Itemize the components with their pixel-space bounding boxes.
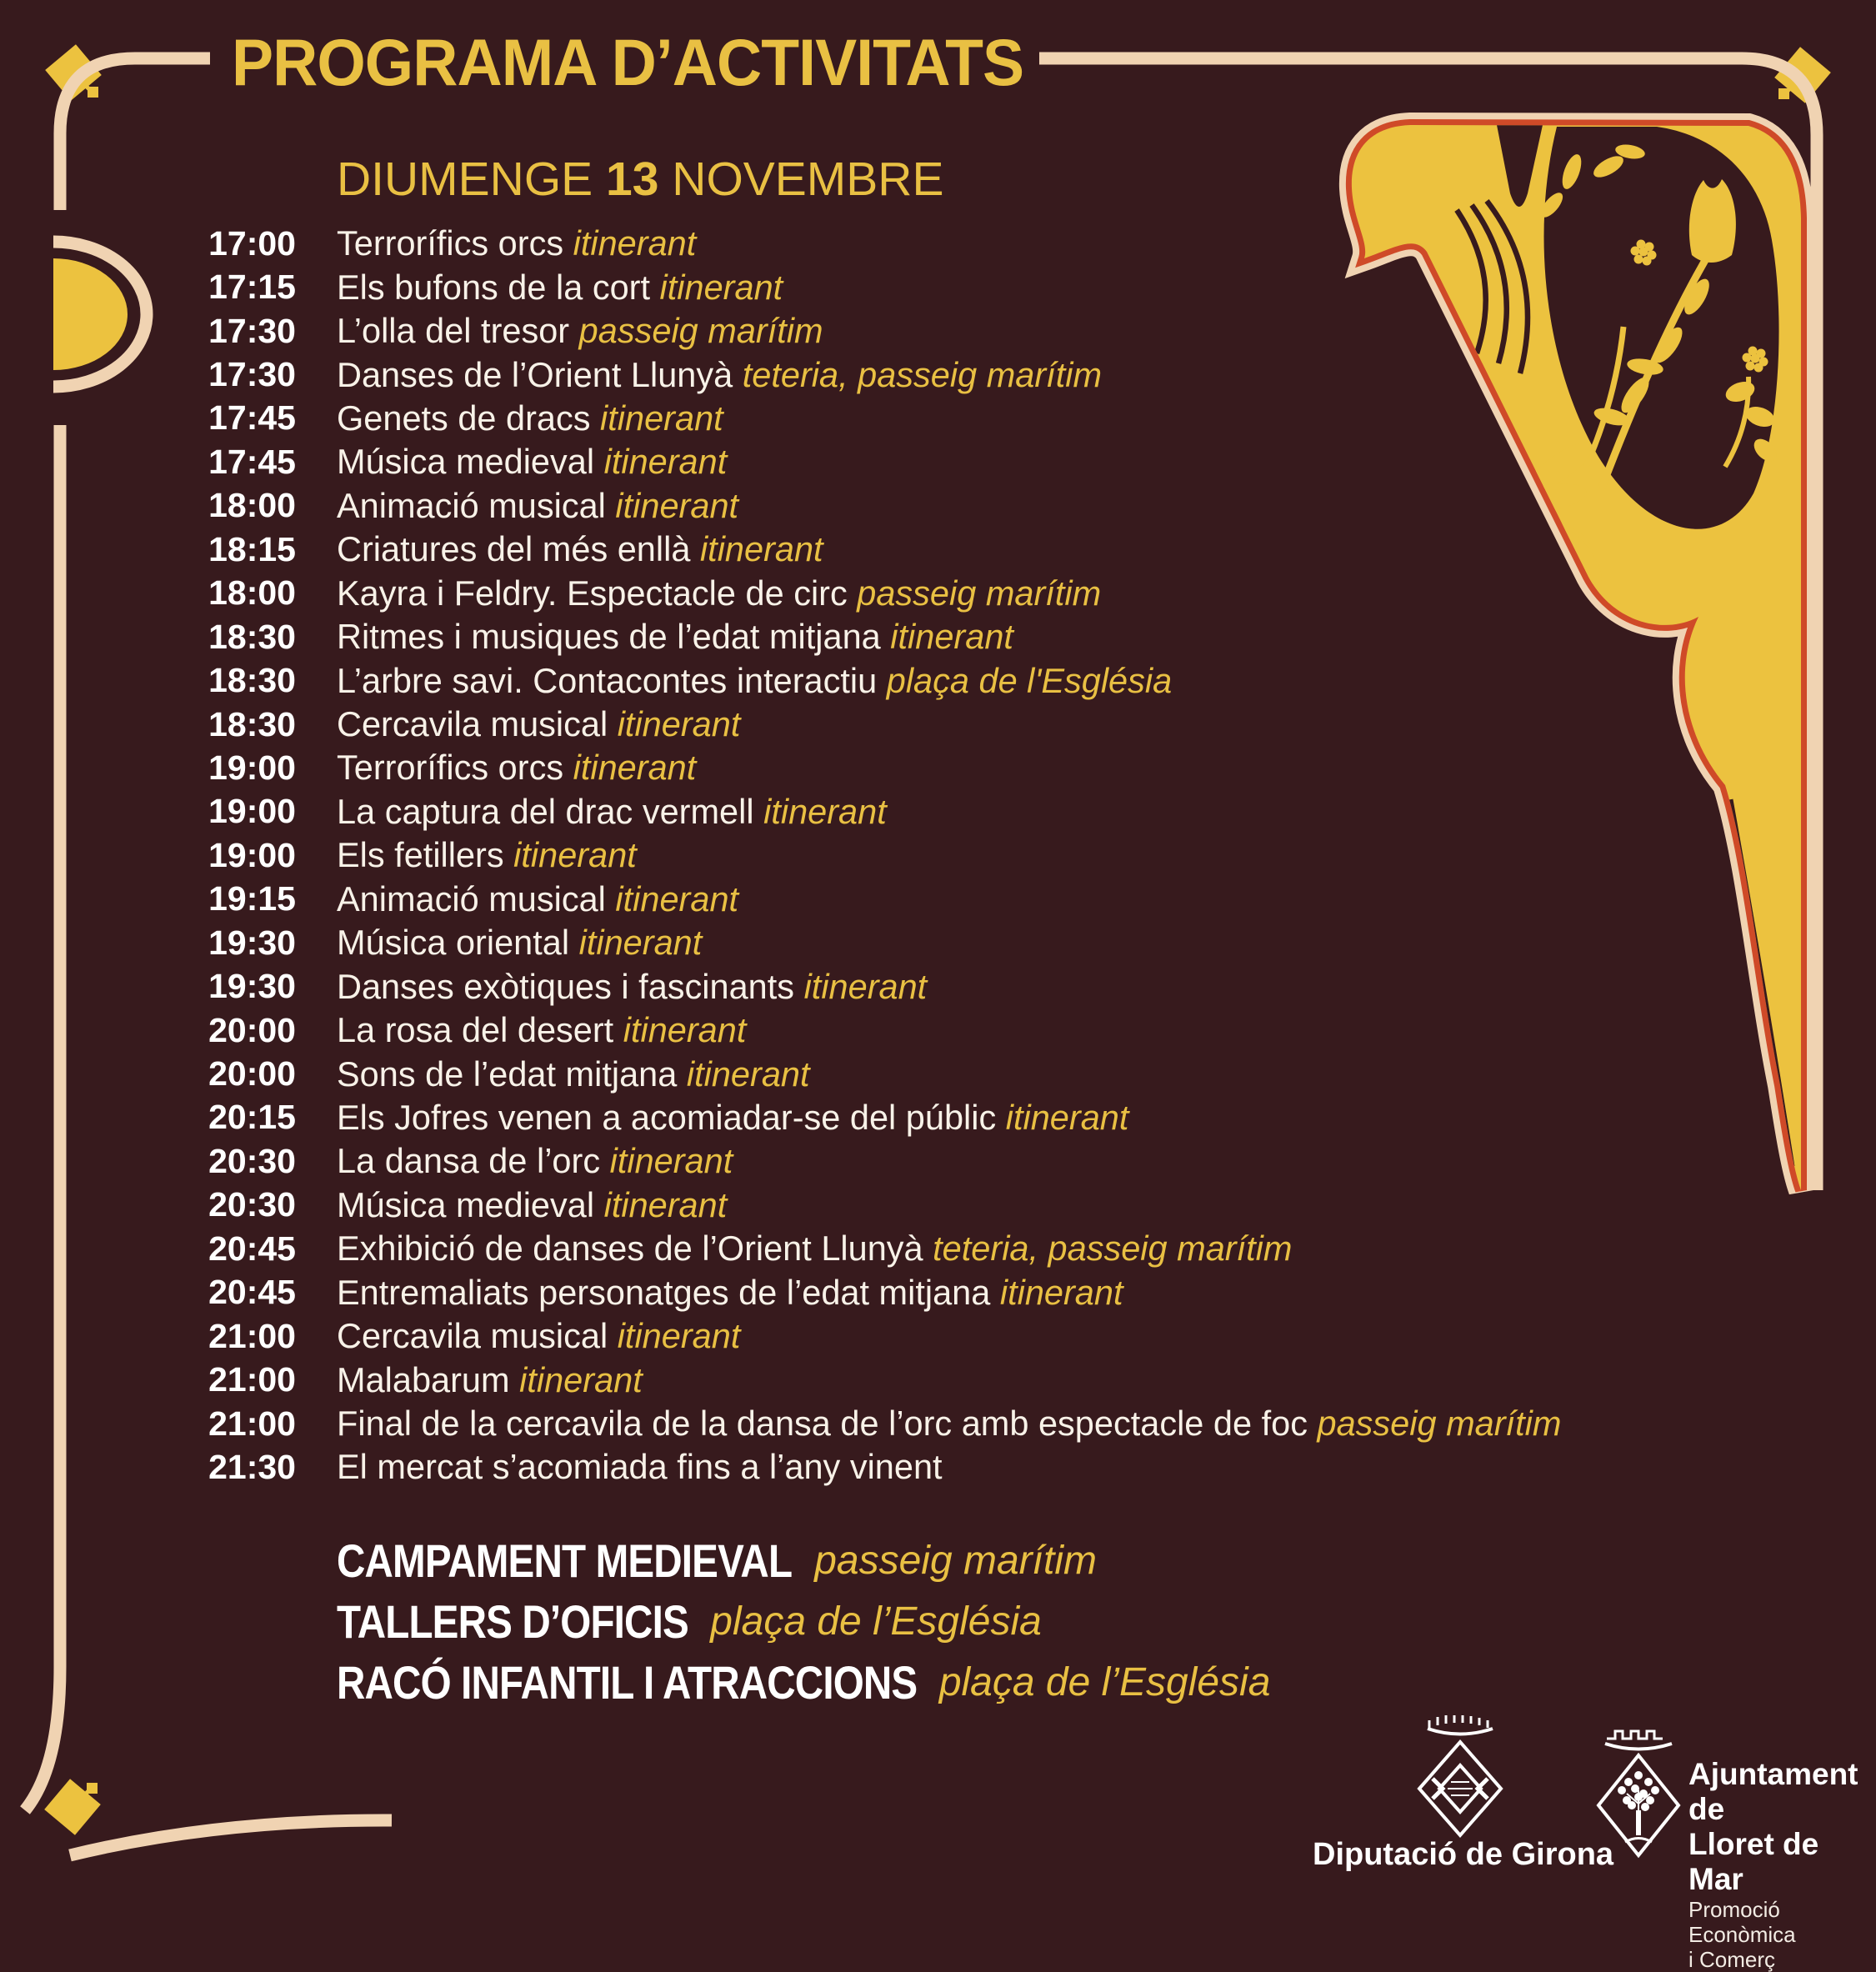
event-location: itinerant [686,1054,810,1094]
schedule-time: 20:00 [208,1010,296,1049]
schedule-row [0,309,1500,353]
schedule-event [337,1098,1128,1138]
schedule-row [0,615,1500,658]
event-name: Animació musical [337,878,616,918]
event-name: Terrorífics orcs [337,748,573,788]
schedule-event [337,1316,740,1356]
schedule-event [337,486,738,526]
event-location: itinerant [890,617,1013,657]
lloret-line4: i Comerç [1688,1947,1776,1972]
schedule-row [0,484,1500,528]
schedule-time: 20:45 [208,1273,296,1312]
event-location: itinerant [615,878,739,918]
event-location: itinerant [617,1316,741,1356]
section-title: TALLERS D’OFICIS [337,1595,688,1648]
event-location: itinerant [600,398,723,438]
event-location: passeig marítim [857,573,1102,613]
event-location: itinerant [699,529,823,569]
corner-diamond-bottom-left [44,1779,101,1835]
schedule-row [0,833,1500,877]
event-location: itinerant [659,267,783,307]
schedule-event [337,398,723,438]
date-suffix: NOVEMBRE [658,153,944,206]
section-location: plaça de l’Església [917,1660,1271,1704]
event-name: La dansa de l’orc [337,1141,610,1181]
page-title: PROGRAMA D’ACTIVITATS [232,25,1024,99]
event-location: itinerant [1005,1097,1129,1137]
event-location: teteria, passeig marítim [742,354,1103,394]
schedule-event [337,704,740,744]
schedule-row [0,440,1500,483]
schedule-row [0,397,1500,440]
schedule-event [337,268,783,308]
event-name: Exhibició de danses de l’Orient Llunyà [337,1229,933,1269]
schedule-event [337,223,696,263]
schedule-time: 21:00 [208,1316,296,1355]
schedule-event [337,792,887,832]
schedule-row [0,1009,1500,1052]
event-name: Entremaliats personatges de l’edat mitjana [337,1272,1000,1312]
schedule-time: 18:00 [208,486,296,525]
schedule-event [337,748,696,788]
schedule-time: 21:30 [208,1447,296,1486]
schedule-event [337,1404,1561,1444]
schedule-time: 19:15 [208,879,296,918]
section-row [337,1530,1270,1591]
event-name: L’olla del tresor [337,311,579,351]
schedule-row [0,1227,1500,1270]
schedule-time: 20:30 [208,1185,296,1224]
schedule-row [0,1314,1500,1358]
schedule-event [337,1229,1292,1269]
schedule-event [337,1010,746,1050]
schedule-row [0,1358,1500,1401]
section-title: CAMPAMENT MEDIEVAL [337,1534,793,1587]
schedule-row [0,921,1500,964]
schedule-row [0,1139,1500,1183]
event-location: itinerant [763,791,887,831]
event-name: Sons de l’edat mitjana [337,1054,687,1094]
schedule-row [0,878,1500,921]
event-name: Música medieval [337,442,604,482]
event-name: Malabarum [337,1359,520,1399]
event-location: itinerant [573,748,697,788]
schedule-event [337,835,637,875]
schedule-row [0,703,1500,746]
event-name: Música medieval [337,1184,604,1224]
event-name: Els Jofres venen a acomiadar-se del públic [337,1097,1006,1137]
event-location: itinerant [573,223,697,263]
schedule-row [0,353,1500,396]
event-location: passeig marítim [1317,1404,1562,1444]
schedule-time: 19:00 [208,835,296,874]
schedule-event [337,311,823,351]
schedule-time: 19:00 [208,748,296,787]
section-location: passeig marítim [792,1539,1097,1583]
event-name: Terrorífics orcs [337,223,573,263]
schedule-time: 18:30 [208,704,296,743]
schedule-event [337,879,738,919]
schedule-time: 21:00 [208,1360,296,1399]
schedule-time: 19:00 [208,792,296,831]
schedule-row [0,790,1500,833]
schedule-time: 18:30 [208,661,296,700]
schedule-row [0,1052,1500,1095]
schedule-time: 17:45 [208,442,296,481]
event-name: La captura del drac vermell [337,791,764,831]
event-name: L’arbre savi. Contacontes interactiu [337,660,887,700]
schedule-time: 21:00 [208,1404,296,1443]
date-prefix: DIUMENGE [337,153,607,206]
event-name: Els bufons de la cort [337,267,660,307]
schedule-row [0,746,1500,789]
event-name: Cercavila musical [337,704,618,744]
schedule-event [337,617,1013,657]
schedule-event [337,1273,1123,1313]
schedule-row [0,964,1500,1008]
section-location: plaça de l’Església [688,1599,1042,1644]
event-name: Música oriental [337,923,579,963]
schedule-row [0,572,1500,615]
event-name: Kayra i Feldry. Espectacle de circ [337,573,858,613]
event-name: Genets de dracs [337,398,601,438]
schedule-event [337,573,1101,613]
event-name: Criatures del més enllà [337,529,700,569]
schedule-event [337,923,702,963]
schedule-event [337,355,1102,395]
schedule-event [337,1141,733,1181]
schedule-event [337,967,927,1007]
section-row [337,1591,1270,1652]
event-location: itinerant [603,442,728,482]
schedule-time: 17:45 [208,398,296,438]
event-name: Final de la cercavila de la dansa de l’orc amb espectacle de foc [337,1404,1318,1444]
event-name: Animació musical [337,485,616,525]
event-location: itinerant [803,966,928,1006]
schedule-time: 17:00 [208,223,296,263]
girona-logo-label: Diputació de Girona [1313,1837,1614,1872]
date-subtitle [337,153,944,206]
schedule-event [337,1185,727,1225]
schedule-time: 18:30 [208,617,296,656]
schedule-time: 18:15 [208,529,296,568]
schedule-event [337,1447,943,1487]
event-name: Danses de l’Orient Llunyà [337,354,743,394]
lloret-line3: Promoció Econòmica [1688,1897,1796,1947]
event-location: itinerant [603,1184,728,1224]
schedule-row [0,265,1500,308]
schedule-time: 19:30 [208,967,296,1006]
schedule-time: 17:30 [208,311,296,350]
schedule-event [337,442,727,482]
schedule-row [0,528,1500,571]
event-location: passeig marítim [578,311,823,351]
event-location: itinerant [519,1359,643,1399]
lloret-line1: Ajuntament de [1688,1757,1858,1826]
schedule-row [0,1402,1562,1445]
schedule-event [337,1360,643,1400]
schedule-event [337,1054,810,1094]
schedule-row [0,222,1500,265]
schedule-time: 20:30 [208,1141,296,1180]
schedule-time: 20:15 [208,1098,296,1137]
girona-crest-icon [1419,1715,1501,1835]
schedule-event [337,661,1172,701]
date-day: 13 [606,153,659,206]
event-name: Ritmes i musiques de l’edat mitjana [337,617,891,657]
schedule-time: 17:30 [208,355,296,394]
event-location: itinerant [623,1010,747,1050]
event-location: itinerant [609,1141,733,1181]
section-row [337,1652,1270,1713]
schedule-list [0,222,1562,1489]
schedule-row [0,1445,1500,1489]
event-location: itinerant [617,704,741,744]
schedule-time: 17:15 [208,268,296,307]
schedule-row [0,1271,1500,1314]
event-location: itinerant [513,835,637,875]
section-title: RACÓ INFANTIL I ATRACCIONS [337,1656,918,1709]
event-location: teteria, passeig marítim [933,1229,1293,1269]
event-name: La rosa del desert [337,1010,623,1050]
schedule-row [0,658,1500,702]
event-name: El mercat s’acomiada fins a l’any vinent [337,1447,943,1487]
event-location: itinerant [615,485,739,525]
schedule-time: 19:30 [208,923,296,962]
schedule-time: 20:00 [208,1054,296,1094]
lloret-logo-text [1688,1757,1876,1972]
section-list [337,1530,1270,1713]
event-name: Danses exòtiques i fascinants [337,966,804,1006]
schedule-time: 20:45 [208,1229,296,1268]
event-location: itinerant [578,923,703,963]
event-location: plaça de l'Església [886,660,1173,700]
event-location: itinerant [999,1272,1123,1312]
schedule-event [337,529,823,569]
lloret-line2: Lloret de Mar [1688,1827,1819,1896]
schedule-row [0,1096,1500,1139]
schedule-time: 18:00 [208,573,296,613]
schedule-row [0,1184,1500,1227]
event-name: Els fetillers [337,835,514,875]
event-name: Cercavila musical [337,1316,618,1356]
